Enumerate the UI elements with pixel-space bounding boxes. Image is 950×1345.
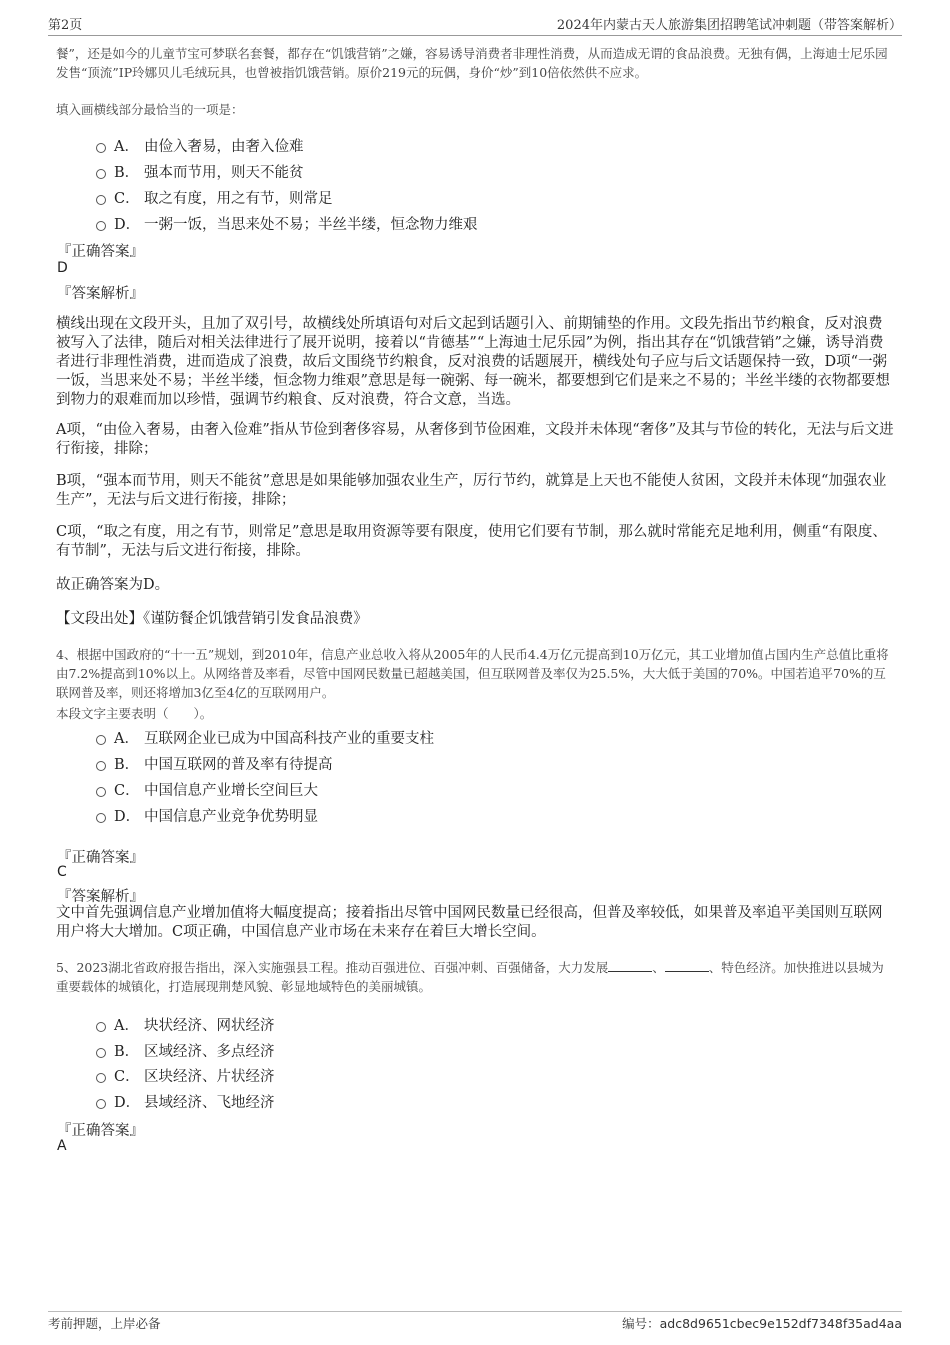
q5-option-a[interactable]: A． 块状经济、网状经济 — [96, 1014, 275, 1035]
radio-icon[interactable] — [96, 169, 106, 179]
q4-number: 4、 — [56, 647, 77, 662]
q3-analysis-label: 『答案解析』 — [57, 286, 144, 302]
q5-option-d[interactable]: D． 县域经济、飞地经济 — [96, 1091, 275, 1112]
radio-icon[interactable] — [96, 1022, 106, 1032]
q3-passage-tail: 餐”，还是如今的儿童节宝可梦联名套餐，都存在“饥饿营销”之嫌，容易诱导消费者非理性消费，从而造成无谓的食品浪费。无独有偶，上海迪士尼乐园发售“顶流”IP玲娜贝儿毛绒玩具，也曾被指饥饿营销。原价219元的玩偶，身价“炒”到10倍依然供不应求。 — [56, 46, 888, 80]
q5-option-b[interactable]: B． 区域经济、多点经济 — [96, 1040, 275, 1061]
header-divider — [48, 35, 902, 36]
q3-option-b[interactable]: B． 强本而节用，则天不能贫 — [96, 161, 304, 182]
radio-icon[interactable] — [96, 761, 106, 771]
q4-option-c[interactable]: C． 中国信息产业增长空间巨大 — [96, 779, 318, 800]
radio-icon[interactable] — [96, 787, 106, 797]
q4-answer: C — [57, 864, 67, 880]
q3-option-d[interactable]: D． 一粥一饭，当思来处不易；半丝半缕，恒念物力维艰 — [96, 213, 478, 234]
footer-divider — [48, 1311, 902, 1312]
q4-option-d[interactable]: D． 中国信息产业竞争优势明显 — [96, 805, 318, 826]
radio-icon[interactable] — [96, 1048, 106, 1058]
q3-option-a[interactable]: A． 由俭入奢易，由奢入俭难 — [96, 135, 304, 156]
q4-analysis: 文中首先强调信息产业增加值将大幅度提高；接着指出尽管中国网民数量已经很高，但普及率较低，如果普及率追平美国则互联网用户将大大增加。C项正确，中国信息产业市场在未来存在着巨大增长空间。 — [56, 905, 883, 940]
radio-icon[interactable] — [96, 813, 106, 823]
q5-number: 5、 — [56, 960, 77, 975]
q4-option-b[interactable]: B． 中国互联网的普及率有待提高 — [96, 753, 333, 774]
radio-icon[interactable] — [96, 195, 106, 205]
fill-blank[interactable] — [608, 959, 652, 972]
q3-answer: D — [57, 260, 68, 276]
q3-conclusion: 故正确答案为D。 — [56, 577, 170, 593]
radio-icon[interactable] — [96, 221, 106, 231]
radio-icon[interactable] — [96, 735, 106, 745]
q3-answer-label: 『正确答案』 — [57, 244, 144, 260]
document-title: 2024年内蒙古天人旅游集团招聘笔试冲刺题（带答案解析） — [556, 18, 902, 33]
q5-answer-label: 『正确答案』 — [57, 1123, 144, 1139]
radio-icon[interactable] — [96, 143, 106, 153]
page-header — [48, 14, 902, 34]
q3-option-c[interactable]: C． 取之有度，用之有节，则常足 — [96, 187, 333, 208]
q3-source: 【文段出处】《谨防餐企饥饿营销引发食品浪费》 — [56, 611, 368, 627]
q4-analysis-label: 『答案解析』 — [57, 889, 144, 905]
q5-stem: 5、2023湖北省政府报告指出，深入实施强县工程。推动百强进位、百强冲刺、百强储备，大力发展 、 、特色经济。加快推进以县城为重要载体的城镇化，打造展现荆楚风貌、彰显地域特色的美丽城镇。 — [56, 960, 884, 994]
q4-question: 本段文字主要表明（ ）。 — [56, 706, 213, 721]
document-code: 编号：adc8d9651cbec9e152df7348f35ad4aa — [622, 1316, 902, 1331]
footer-slogan: 考前押题，上岸必备 — [48, 1316, 161, 1331]
radio-icon[interactable] — [96, 1099, 106, 1109]
q4-answer-label: 『正确答案』 — [57, 850, 144, 866]
q3-analysis-paragraph-4: C项，“取之有度，用之有节，则常足”意思是取用资源等要有限度，使用它们要有节制，那么就时常能充足地利用，侧重“有限度、有节制”，无法与后文进行衔接，排除。 — [56, 524, 887, 559]
q3-analysis-paragraph-2: A项，“由俭入奢易，由奢入俭难”指从节俭到奢侈容易，从奢侈到节俭困难，文段并未体现“奢侈”及其与节俭的转化，无法与后文进行衔接，排除； — [56, 422, 894, 457]
q3-analysis-paragraph-3: B项，“强本而节用，则天不能贫”意思是如果能够加强农业生产，厉行节约，就算是上天也不能使人贫困，文段并未体现“加强农业生产”，无法与后文进行衔接，排除； — [56, 473, 887, 508]
q5-answer: A — [57, 1138, 67, 1154]
q4-stem-text: 根据中国政府的“十一五”规划，到2010年，信息产业总收入将从2005年的人民币4.4万亿元提高到10万亿元，其工业增加值占国内生产总值比重将由7.2%提高到10%以上。从网络普及率看，尽管中国网民数量已超越美国，但互联网普及率仅为25.5%，大大低于美国的70%。中国若追平70%的互联网普及率，则还将增加3亿至4亿的互联网用户。 — [56, 647, 889, 700]
radio-icon[interactable] — [96, 1073, 106, 1083]
fill-blank[interactable] — [665, 959, 709, 972]
q3-instruction: 填入画横线部分最恰当的一项是： — [56, 102, 244, 117]
q4-stem — [56, 645, 894, 702]
q5-option-c[interactable]: C． 区块经济、片状经济 — [96, 1065, 275, 1086]
page-number: 第2页 — [48, 18, 83, 33]
q3-analysis-paragraph-1: 横线出现在文段开头，且加了双引号，故横线处所填语句对后文起到话题引入、前期铺垫的作用。文段先指出节约粮食，反对浪费被写入了法律，随后对相关法律进行了展开说明，接着以“肯德基”“上海迪士尼乐园”为例，指出其存在“饥饿营销”之嫌，诱导消费者进行非理性消费，进而造成了浪费，故后文围绕节约粮食，反对浪费的话题展开，横线处句子应与后文话题保持一致，D项“一粥一饭，当思来处不易；半丝半缕，恒念物力维艰”意思是每一碗粥、每一碗米，都要想到它们是来之不易的；半丝半缕的衣物都要想到物力的艰难而加以珍惜，强调节约粮食、反对浪费，符合文意，当选。 — [56, 316, 890, 408]
q4-option-a[interactable]: A． 互联网企业已成为中国高科技产业的重要支柱 — [96, 727, 434, 748]
